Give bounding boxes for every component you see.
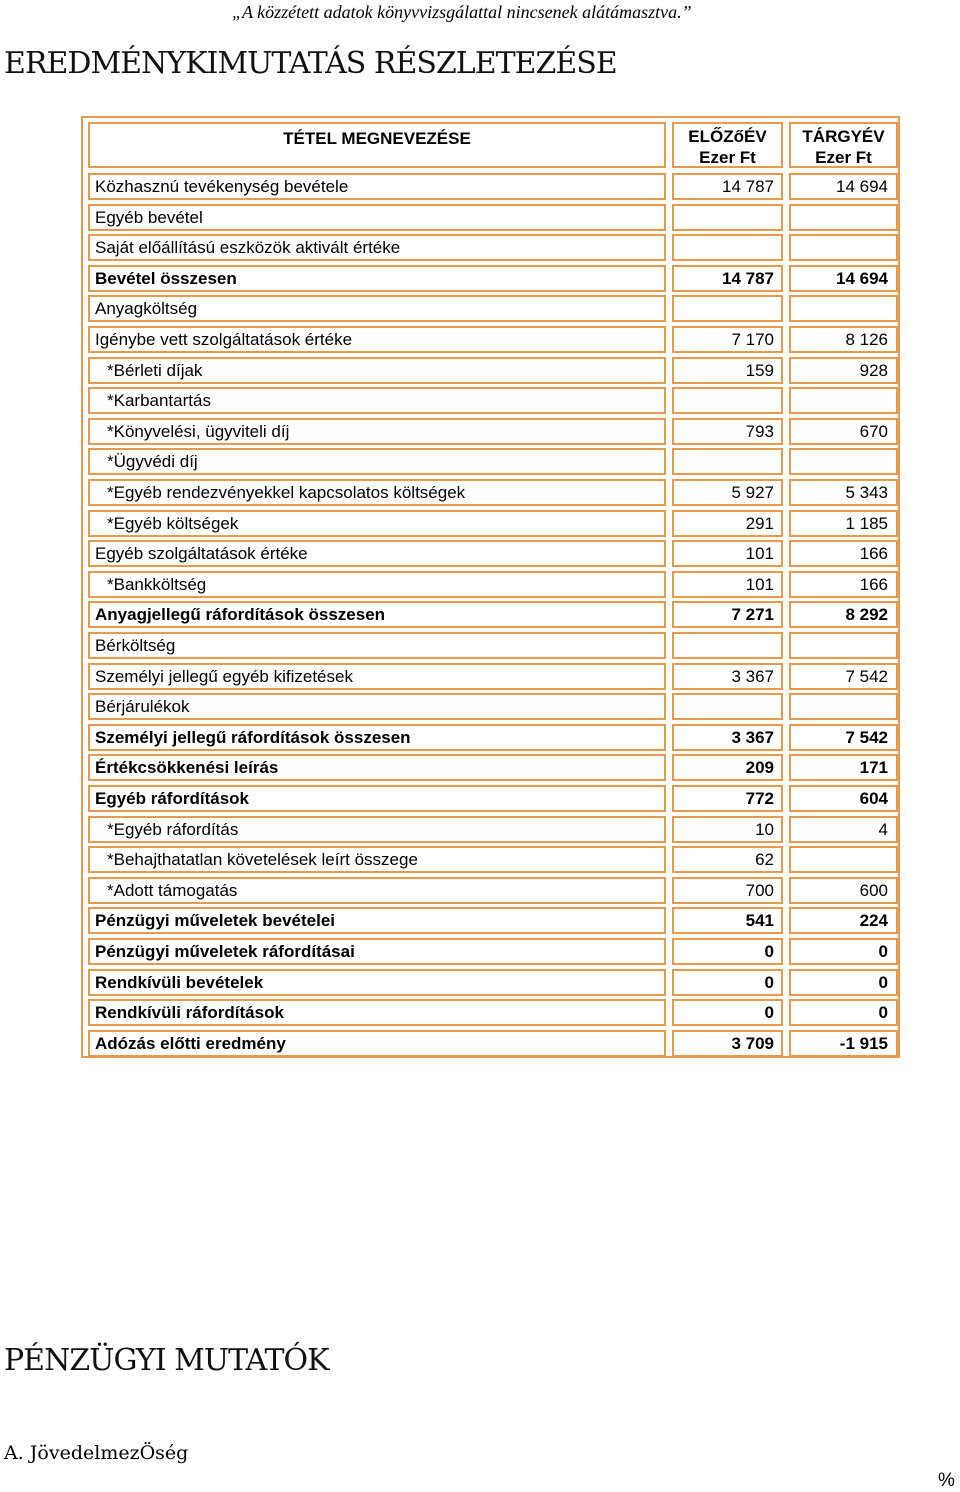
row-cur-value: 166	[789, 540, 898, 567]
row-cur-value	[789, 846, 898, 873]
row-label: Egyéb ráfordítások	[88, 785, 666, 812]
row-cur-value: 928	[789, 357, 898, 384]
row-label: Bérköltség	[88, 632, 666, 659]
row-label: Közhasznú tevékenység bevétele	[88, 173, 666, 200]
row-label: *Bérleti díjak	[88, 357, 666, 384]
row-label: Személyi jellegű egyéb kifizetések	[88, 663, 666, 690]
row-cur-value	[789, 448, 898, 475]
row-cur-value	[789, 632, 898, 659]
header-cur-cell	[789, 122, 898, 168]
row-label: *Egyéb rendezvényekkel kapcsolatos költségek	[88, 479, 666, 506]
row-cur-value: 1 185	[789, 510, 898, 537]
row-prev-value: 5 927	[672, 479, 783, 506]
row-prev-value: 541	[672, 907, 783, 934]
subsection-title: A. JövedelmezÖség	[4, 1442, 189, 1464]
disclaimer: „A közzétett adatok könyvvizsgálattal nincsenek alátámasztva.”	[232, 2, 692, 22]
row-label: *Bankköltség	[88, 571, 666, 598]
row-prev-value	[672, 632, 783, 659]
row-prev-value: 0	[672, 938, 783, 965]
row-prev-value: 3 367	[672, 724, 783, 751]
row-label: Személyi jellegű ráfordítások összesen	[88, 724, 666, 751]
row-label: *Behajthatatlan követelések leírt összege	[88, 846, 666, 873]
section-title-financial: PÉNZÜGYI MUTATÓK	[4, 1343, 329, 1378]
row-prev-value: 209	[672, 754, 783, 781]
header-prev-cell	[672, 122, 783, 168]
row-cur-value: 600	[789, 877, 898, 904]
row-label: Pénzügyi műveletek bevételei	[88, 907, 666, 934]
row-prev-value: 101	[672, 571, 783, 598]
row-prev-value: 0	[672, 999, 783, 1026]
row-cur-value: 171	[789, 754, 898, 781]
row-label: *Adott támogatás	[88, 877, 666, 904]
row-prev-value: 62	[672, 846, 783, 873]
row-prev-value: 7 271	[672, 601, 783, 628]
row-cur-value: 224	[789, 907, 898, 934]
row-label: Bevétel összesen	[88, 265, 666, 292]
row-prev-value	[672, 693, 783, 720]
row-label: Értékcsökkenési leírás	[88, 754, 666, 781]
row-cur-value: 14 694	[789, 173, 898, 200]
row-cur-value	[789, 295, 898, 322]
row-cur-value: 0	[789, 999, 898, 1026]
row-cur-value: 7 542	[789, 663, 898, 690]
row-prev-value: 10	[672, 816, 783, 843]
row-cur-value: 670	[789, 418, 898, 445]
header-prev-line2: Ezer Ft	[699, 148, 756, 167]
row-label: Saját előállítású eszközök aktivált értéke	[88, 234, 666, 261]
row-cur-value: 604	[789, 785, 898, 812]
row-label: Anyagköltség	[88, 295, 666, 322]
row-label: *Ügyvédi díj	[88, 448, 666, 475]
row-label: Rendkívüli bevételek	[88, 969, 666, 996]
header-name-cell: TÉTEL MEGNEVEZÉSE	[88, 122, 666, 168]
row-prev-value: 3 367	[672, 663, 783, 690]
row-label: Egyéb szolgáltatások értéke	[88, 540, 666, 567]
row-cur-value	[789, 204, 898, 231]
percent-label: %	[938, 1470, 955, 1491]
row-label: Bérjárulékok	[88, 693, 666, 720]
row-label: *Könyvelési, ügyviteli díj	[88, 418, 666, 445]
row-cur-value: 166	[789, 571, 898, 598]
row-prev-value: 772	[672, 785, 783, 812]
row-prev-value	[672, 448, 783, 475]
row-cur-value: 4	[789, 816, 898, 843]
row-prev-value	[672, 204, 783, 231]
page-title: EREDMÉNYKIMUTATÁS RÉSZLETEZÉSE	[4, 46, 617, 81]
row-prev-value	[672, 295, 783, 322]
row-cur-value	[789, 693, 898, 720]
row-prev-value: 0	[672, 969, 783, 996]
row-label: Anyagjellegű ráfordítások összesen	[88, 601, 666, 628]
row-label: Pénzügyi műveletek ráfordításai	[88, 938, 666, 965]
row-cur-value: 8 292	[789, 601, 898, 628]
row-prev-value: 14 787	[672, 173, 783, 200]
row-prev-value: 700	[672, 877, 783, 904]
row-label: Egyéb bevétel	[88, 204, 666, 231]
row-cur-value: 5 343	[789, 479, 898, 506]
row-cur-value: 0	[789, 969, 898, 996]
header-cur-line2: Ezer Ft	[815, 148, 872, 167]
row-prev-value: 793	[672, 418, 783, 445]
row-label: Rendkívüli ráfordítások	[88, 999, 666, 1026]
row-prev-value: 159	[672, 357, 783, 384]
row-cur-value: 8 126	[789, 326, 898, 353]
row-cur-value: 14 694	[789, 265, 898, 292]
row-cur-value	[789, 387, 898, 414]
row-cur-value	[789, 234, 898, 261]
row-prev-value: 291	[672, 510, 783, 537]
row-label: *Egyéb ráfordítás	[88, 816, 666, 843]
row-prev-value	[672, 234, 783, 261]
row-label: *Karbantartás	[88, 387, 666, 414]
row-prev-value: 3 709	[672, 1030, 783, 1057]
row-prev-value: 14 787	[672, 265, 783, 292]
row-label: Igénybe vett szolgáltatások értéke	[88, 326, 666, 353]
row-cur-value: 0	[789, 938, 898, 965]
header-prev-line1: ELŐZőÉV	[688, 127, 767, 146]
row-cur-value: -1 915	[789, 1030, 898, 1057]
row-label: *Egyéb költségek	[88, 510, 666, 537]
row-prev-value: 101	[672, 540, 783, 567]
row-cur-value: 7 542	[789, 724, 898, 751]
row-prev-value: 7 170	[672, 326, 783, 353]
row-prev-value	[672, 387, 783, 414]
row-label: Adózás előtti eredmény	[88, 1030, 666, 1057]
header-cur-line1: TÁRGYÉV	[802, 127, 885, 146]
